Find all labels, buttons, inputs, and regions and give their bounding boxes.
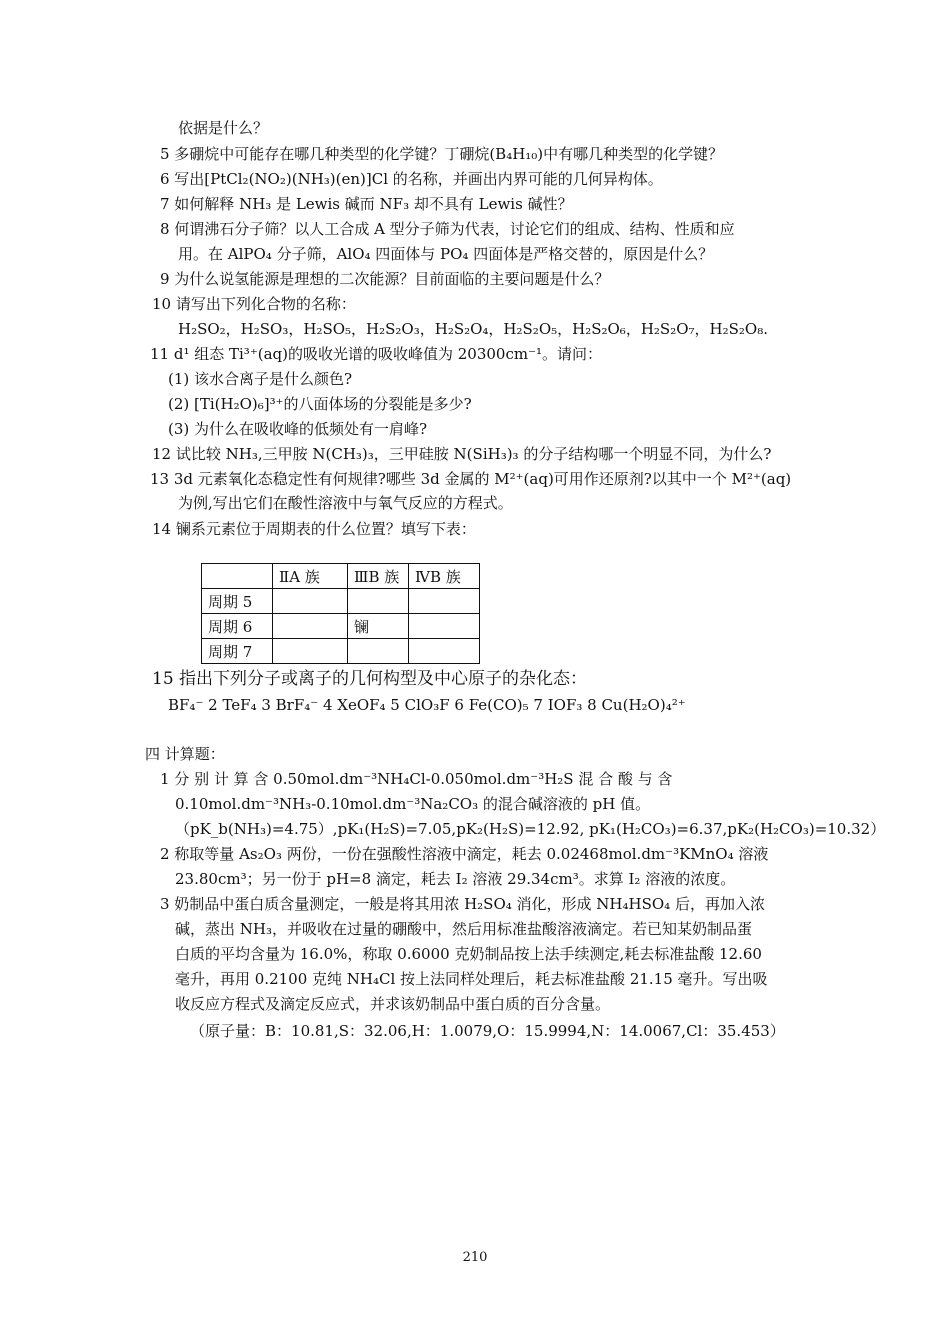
table-cell (273, 614, 348, 639)
text-line: 碱，蒸出 NH₃，并吸收在过量的硼酸中，然后用标准盐酸溶液滴定。若已知某奶制品蛋 (175, 920, 752, 938)
text-line: 用。在 AlPO₄ 分子筛，AlO₄ 四面体与 PO₄ 四面体是严格交替的，原因是什么？ (178, 245, 714, 263)
text-line: 2 称取等量 As₂O₃ 两份，一份在强酸性溶液中滴定，耗去 0.02468mol.dm⁻³KMnO₄ 溶液 (160, 845, 769, 863)
text-line: 0.10mol.dm⁻³NH₃-0.10mol.dm⁻³Na₂CO₃ 的混合碱溶液的 pH 值。 (175, 795, 651, 813)
text-line: 为例,写出它们在酸性溶液中与氧气反应的方程式。 (178, 494, 513, 512)
text-line: （原子量：B：10.81,S：32.06,H：1.0079,O：15.9994,N：14.0067,Cl：35.453） (190, 1022, 785, 1040)
table-header-cell: ⅢB 族 (348, 564, 409, 589)
text-line: 11 d¹ 组态 Ti³⁺(aq)的吸收光谱的吸收峰值为 20300cm⁻¹。请问： (150, 345, 603, 363)
text-line: 10 请写出下列化合物的名称： (152, 295, 356, 313)
table-header-cell: ⅣB 族 (409, 564, 480, 589)
table-row (202, 639, 480, 664)
table-cell (273, 639, 348, 664)
table-row (202, 614, 480, 639)
table-cell (409, 614, 480, 639)
text-line: 毫升，再用 0.2100 克纯 NH₄Cl 按上法同样处理后，耗去标准盐酸 21.15 毫升。写出吸 (175, 970, 768, 988)
section-title: 四 计算题： (145, 745, 225, 763)
text-line: 13 3d 元素氧化态稳定性有何规律?哪些 3d 金属的 M²⁺(aq)可用作还原剂?以其中一个 M²⁺(aq) (150, 470, 792, 488)
table-cell: 周期 5 (202, 589, 273, 614)
text-line: (2) [Ti(H₂O)₆]³⁺的八面体场的分裂能是多少? (168, 395, 472, 413)
text-line: 白质的平均含量为 16.0%，称取 0.6000 克奶制品按上法手续测定,耗去标准盐酸 12.60 (175, 945, 762, 963)
page-number: 210 (462, 1250, 488, 1265)
text-line: 8 何谓沸石分子筛？以人工合成 A 型分子筛为代表，讨论它们的组成、结构、性质和应 (160, 220, 735, 238)
text-line: 依据是什么？ (178, 119, 269, 137)
text-line: （pK_b(NH₃)=4.75）,pK₁(H₂S)=7.05,pK₂(H₂S)=12.92, pK₁(H₂CO₃)=6.37,pK₂(H₂CO₃)=10.32） (175, 820, 886, 838)
table-cell (348, 589, 409, 614)
text-line: (3) 为什么在吸收峰的低频处有一肩峰? (168, 420, 428, 438)
table-cell: 周期 6 (202, 614, 273, 639)
question-15-items: BF₄⁻ 2 TeF₄ 3 BrF₄⁻ 4 XeOF₄ 5 ClO₃F 6 Fe(CO)₅ 7 IOF₃ 8 Cu(H₂O)₄²⁺ (168, 696, 686, 714)
text-line: 7 如何解释 NH₃ 是 Lewis 碱而 NF₃ 却不具有 Lewis 碱性？ (160, 195, 573, 213)
text-line: 收反应方程式及滴定反应式，并求该奶制品中蛋白质的百分含量。 (175, 995, 611, 1013)
text-line: 6 写出[PtCl₂(NO₂)(NH₃)(en)]Cl 的名称，并画出内界可能的几何异构体。 (160, 170, 663, 188)
text-line: 23.80cm³；另一份于 pH=8 滴定，耗去 I₂ 溶液 29.34cm³。求算 I₂ 溶液的浓度。 (175, 870, 736, 888)
table-cell (409, 639, 480, 664)
text-line: 5 多硼烷中可能存在哪几种类型的化学键？丁硼烷(B₄H₁₀)中有哪几种类型的化学键？ (160, 145, 724, 163)
text-line: H₂SO₂，H₂SO₃，H₂SO₅，H₂S₂O₃，H₂S₂O₄，H₂S₂O₅，H₂S₂O₆，H₂S₂O₇，H₂S₂O₈. (178, 320, 768, 338)
question-15: 15 指出下列分子或离子的几何构型及中心原子的杂化态： (152, 669, 588, 689)
table-cell (202, 564, 273, 589)
table-cell (409, 589, 480, 614)
table-cell: 周期 7 (202, 639, 273, 664)
table-header-cell: ⅡA 族 (273, 564, 348, 589)
table-row (202, 589, 480, 614)
table-cell: 镧 (348, 614, 409, 639)
text-line: 12 试比较 NH₃,三甲胺 N(CH₃)₃，三甲硅胺 N(SiH₃)₃ 的分子结构哪一个明显不同，为什么? (152, 445, 772, 463)
text-line: 1 分 别 计 算 含 0.50mol.dm⁻³NH₄Cl-0.050mol.dm⁻³H₂S 混 合 酸 与 含 (160, 770, 673, 788)
text-line: (1) 该水合离子是什么颜色? (168, 370, 353, 388)
text-line: 3 奶制品中蛋白质含量测定，一般是将其用浓 H₂SO₄ 消化，形成 NH₄HSO₄ 后，再加入浓 (160, 895, 765, 913)
table-cell (273, 589, 348, 614)
text-line: 9 为什么说氢能源是理想的二次能源？目前面临的主要问题是什么？ (160, 270, 610, 288)
lanthanide-table (201, 563, 480, 664)
table-header-row (202, 564, 480, 589)
text-line: 14 镧系元素位于周期表的什么位置？填写下表： (152, 520, 476, 538)
table-cell (348, 639, 409, 664)
